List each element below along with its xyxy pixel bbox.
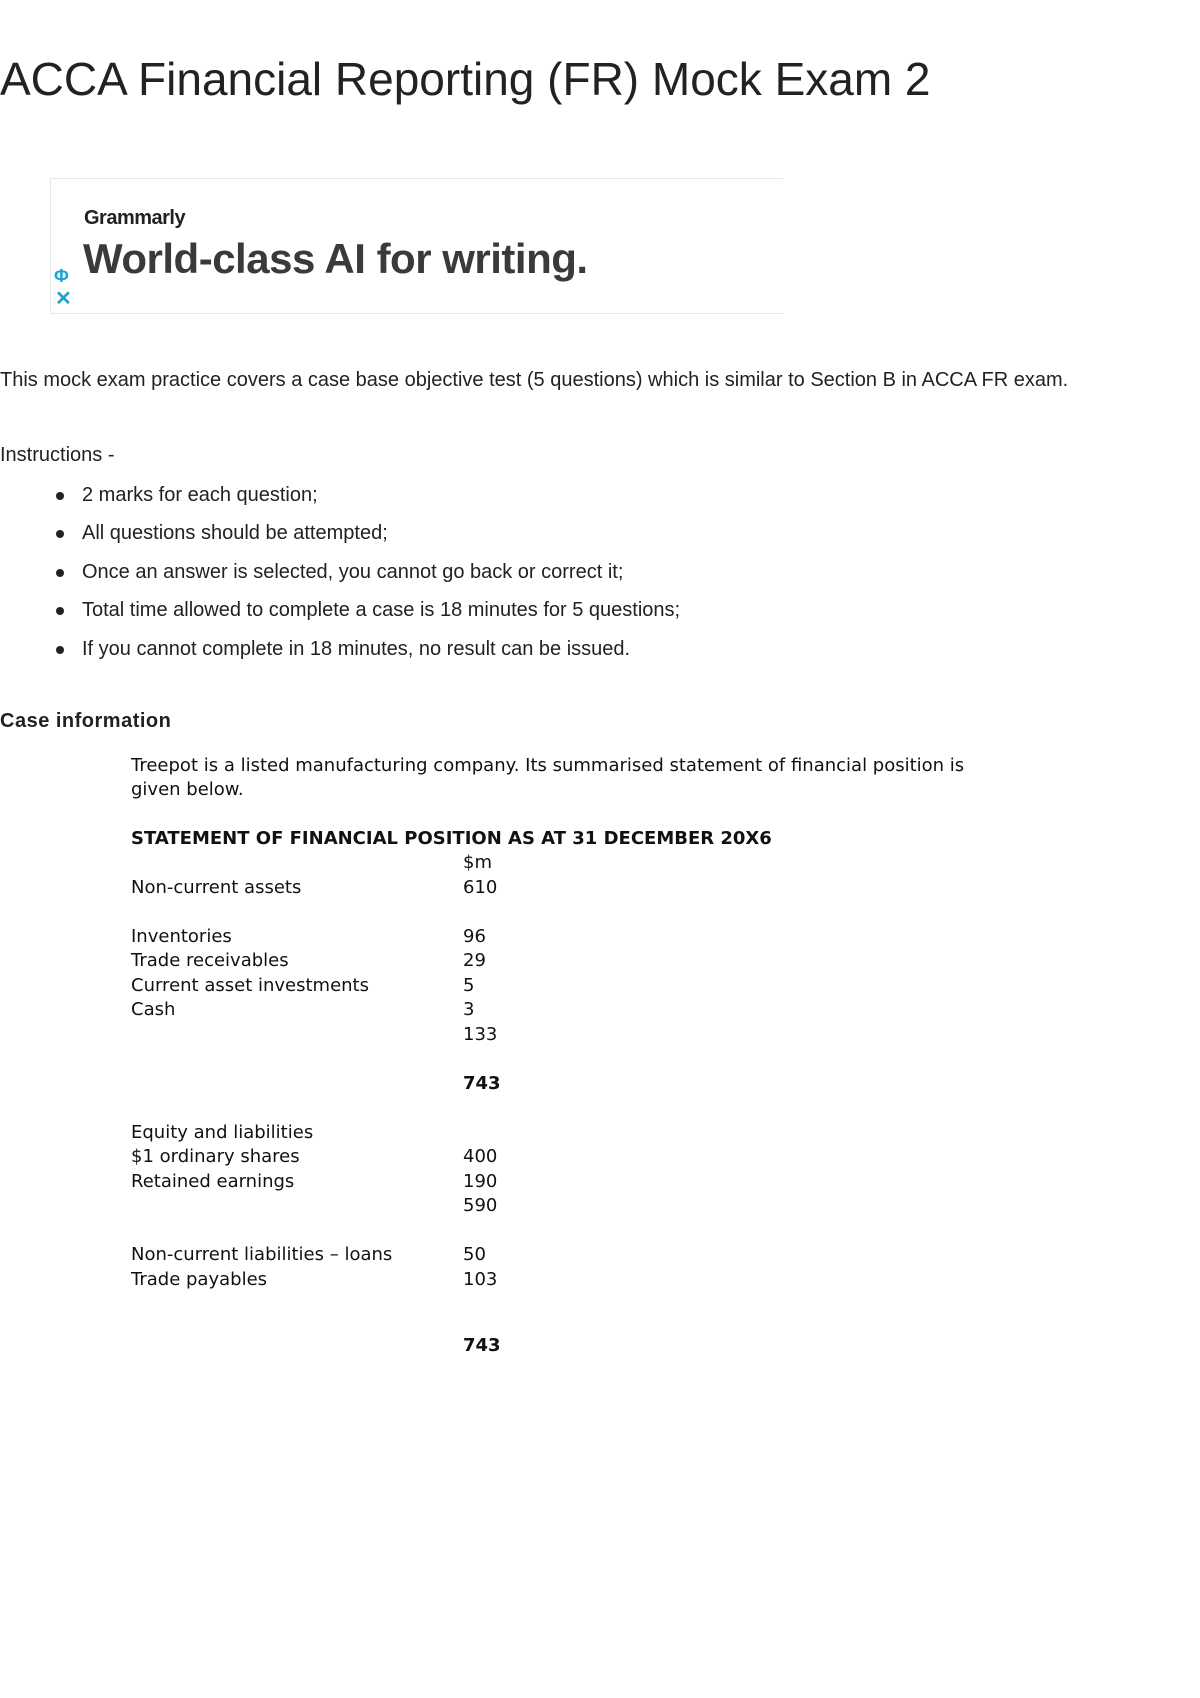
row-value: 50: [463, 1244, 486, 1265]
row-label: Inventories: [131, 925, 232, 947]
list-item: All questions should be attempted;: [0, 514, 680, 552]
intro-text: This mock exam practice covers a case base objective test (5 questions) which is similar to Section B in ACCA FR exam.: [0, 369, 1069, 391]
instructions-label: Instructions -: [0, 444, 115, 466]
list-item: Total time allowed to complete a case is 18 minutes for 5 questions;: [0, 591, 680, 629]
row-label: Current asset investments: [131, 974, 369, 996]
row-value: 190: [463, 1170, 498, 1192]
table-row: [131, 974, 991, 999]
table-row: [131, 1194, 991, 1219]
list-item: Once an answer is selected, you cannot go back or correct it;: [0, 553, 680, 591]
case-text-line: given below.: [131, 779, 244, 800]
row-value: 3: [463, 999, 475, 1020]
statement-title: STATEMENT OF FINANCIAL POSITION AS AT 31 DECEMBER 20X6: [131, 828, 772, 849]
equity-subtotal: 590: [463, 1195, 498, 1216]
row-value: 29: [463, 950, 486, 971]
list-item: If you cannot complete in 18 minutes, no result can be issued.: [0, 630, 680, 668]
row-label: Trade receivables: [131, 950, 289, 971]
table-row: [131, 1243, 991, 1268]
table-row: [131, 1121, 991, 1146]
grammarly-ad[interactable]: [50, 178, 783, 314]
table-row: [131, 876, 991, 901]
table-row: [131, 925, 991, 950]
row-label: Trade payables: [131, 1268, 268, 1290]
unit-label: $m: [463, 852, 492, 873]
case-document: [131, 754, 991, 1358]
section-label: Equity and liabilities: [131, 1121, 314, 1143]
list-item: 2 marks for each question;: [0, 476, 680, 514]
row-value: 103: [463, 1268, 498, 1290]
case-text-line: Treepot is a listed manufacturing company. Its summarised statement of financial position is: [131, 755, 965, 776]
table-row: [131, 1170, 991, 1195]
row-value: 400: [463, 1146, 498, 1167]
instructions-list: [0, 476, 680, 668]
case-heading: Case information: [0, 710, 172, 732]
page-title: ACCA Financial Reporting (FR) Mock Exam 2: [0, 53, 931, 105]
table-row: [131, 998, 991, 1023]
row-value: 96: [463, 925, 486, 947]
adchoices-icon[interactable]: Φ: [54, 266, 69, 286]
row-label: Non-current liabilities – loans: [131, 1244, 393, 1265]
table-row: [131, 1145, 991, 1170]
row-value: 610: [463, 876, 498, 898]
total-equity-liabilities: 743: [463, 1334, 501, 1356]
row-label: Non-current assets: [131, 876, 302, 898]
table-row: [131, 1023, 991, 1048]
row-label: Cash: [131, 999, 176, 1020]
total-assets: 743: [463, 1072, 501, 1094]
ad-headline[interactable]: World-class AI for writing.: [83, 235, 588, 282]
row-label: $1 ordinary shares: [131, 1146, 300, 1167]
ad-brand: Grammarly: [84, 207, 186, 229]
table-row: [131, 949, 991, 974]
table-row: [131, 1334, 991, 1359]
row-label: Retained earnings: [131, 1170, 295, 1192]
current-assets-subtotal: 133: [463, 1023, 498, 1045]
close-icon[interactable]: ✕: [55, 288, 72, 310]
table-row: [131, 1072, 991, 1097]
row-value: 5: [463, 974, 475, 996]
table-row: [131, 1268, 991, 1293]
